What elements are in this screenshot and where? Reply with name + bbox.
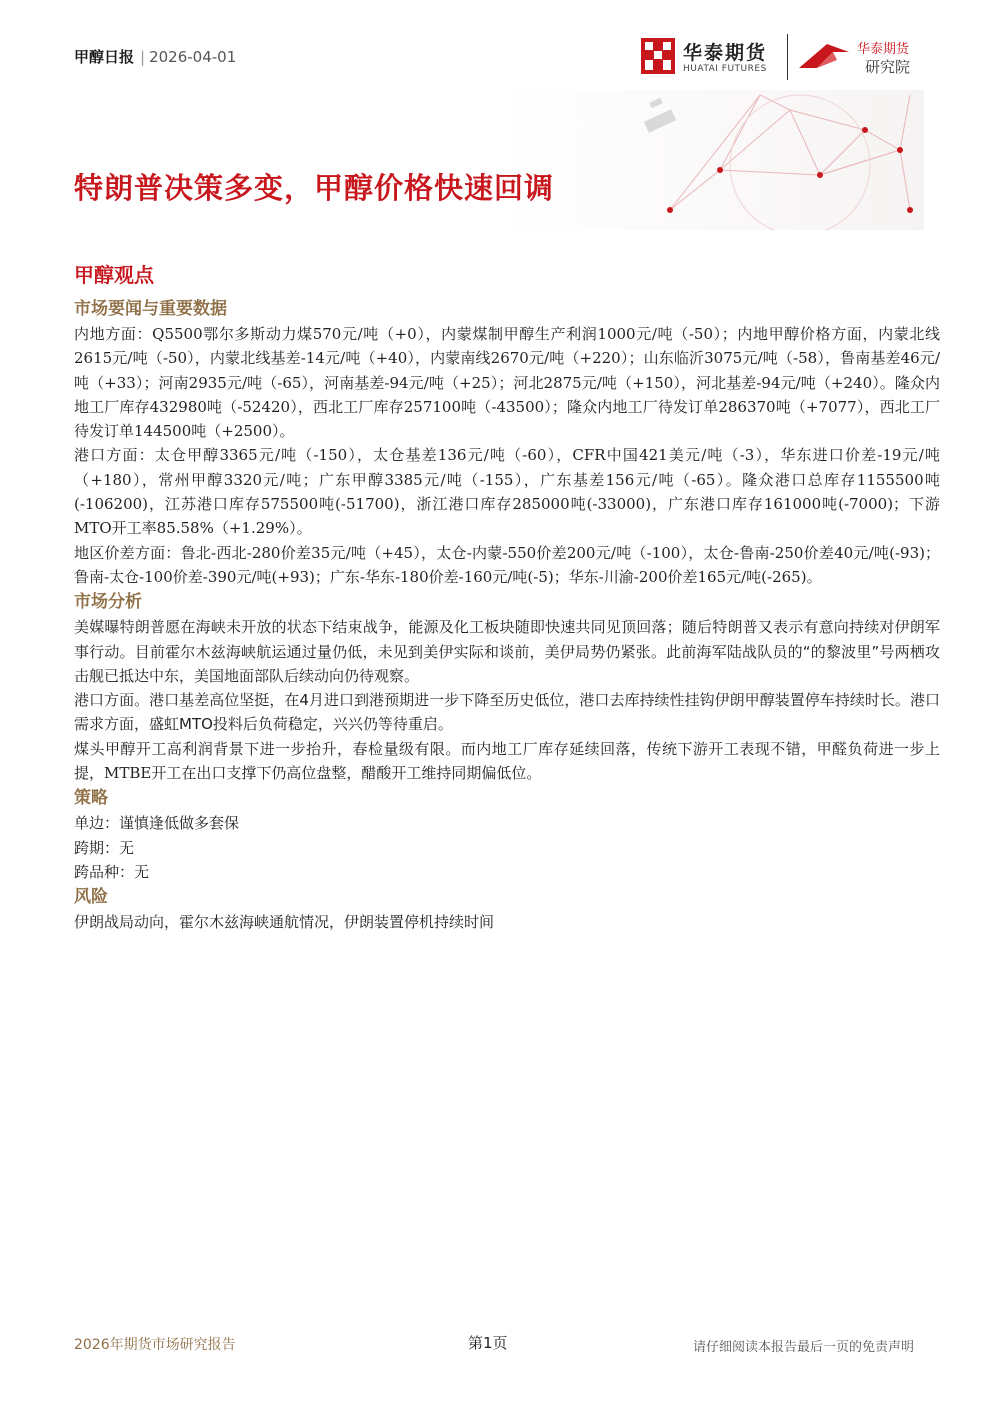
report-type: 甲醇日报 (74, 48, 135, 66)
section-heading-analysis: 市场分析 (74, 592, 142, 613)
report-header (74, 46, 236, 67)
company-name-en: HUATAI FUTURES (683, 64, 767, 74)
news-paragraph-spread: 地区价差方面：鲁北-西北-280价差35元/吨（+45），太仓-内蒙-550价差200元/吨（-100），太仓-鲁南-250价差40元/吨(-93)；鲁南-太仓-100价差-390元/吨(+93)；广东-华东-180价差-160元/吨(-5)；华东-川渝-200价差165元/吨(-265)。 (74, 543, 940, 586)
huatai-logo-icon (641, 38, 675, 74)
institute-name-line2: 研究院 (865, 58, 911, 76)
news-paragraph-port: 港口方面：太仓甲醇3365元/吨（-150），太仓基差136元/吨（-60），CFR中国421美元/吨（-3），华东进口价差-19元/吨（+180），常州甲醇3320元/吨；广东甲醇3385元/吨（-155），广东基差156元/吨（-65）。隆众港口总库存1155500吨(-106200)，江苏港口库存575500吨(-51700)，浙江港口库存285000吨(-33000)，广东港口库存161000吨(-7000)；下游MTO开工率85.58%（+1.29%）。 (74, 446, 940, 538)
institute-name-line1: 华泰期货 (857, 42, 910, 57)
header-separator: | (140, 48, 146, 66)
network-decoration-icon (640, 90, 930, 230)
company-name-cn: 华泰期货 (683, 42, 768, 64)
report-date: 2026-04-01 (149, 48, 237, 66)
report-title: 特朗普决策多变，甲醇价格快速回调 (74, 171, 555, 205)
logo-divider (787, 34, 788, 80)
footer-disclaimer-note: 请仔细阅读本报告最后一页的免责声明 (692, 1340, 914, 1355)
huatai-logo (641, 36, 781, 80)
page-number: 第1页 (468, 1334, 508, 1352)
analysis-paragraph-port: 港口方面。港口基差高位坚挺，在4月进口到港预期进一步下降至历史低位，港口去库持续性挂钩伊朗甲醇装置停车持续时长。港口需求方面，盛虹MTO投料后负荷稳定，兴兴仍等待重启。 (74, 691, 940, 734)
footer-report-name: 2026年期货市场研究报告 (74, 1337, 236, 1353)
report-content (74, 296, 940, 935)
strategy-single-side: 单边：谨慎逢低做多套保 (74, 814, 240, 833)
section-heading-strategy: 策略 (74, 788, 108, 809)
section-heading-risk: 风险 (74, 887, 108, 908)
strategy-calendar: 跨期：无 (74, 838, 135, 857)
section-heading-news: 市场要闻与重要数据 (74, 299, 227, 319)
risk-paragraph: 伊朗战局动向，霍尔木兹海峡通航情况，伊朗装置停机持续时间 (74, 913, 495, 932)
strategy-cross-product: 跨品种：无 (74, 862, 150, 881)
news-paragraph-inland: 内地方面：Q5500鄂尔多斯动力煤570元/吨（+0），内蒙煤制甲醇生产利润1000元/吨（-50）；内地甲醇价格方面，内蒙北线2615元/吨（-50），内蒙北线基差-14元/吨（+40），内蒙南线2670元/吨（+220）；山东临沂3075元/吨（-58），鲁南基差46元/吨（+33）；河南2935元/吨（-65），河南基差-94元/吨（+25）；河北2875元/吨（+150），河北基差-94元/吨（+240）。隆众内地工厂库存432980吨（-52420），西北工厂库存257100吨（-43500）；隆众内地工厂待发订单286370吨（+7077），西北工厂待发订单144500吨（+2500）。 (74, 325, 940, 441)
view-heading: 甲醇观点 (74, 263, 154, 287)
institute-bird-icon (797, 38, 851, 74)
institute-logo (797, 36, 927, 80)
analysis-paragraph-geopolitics: 美媒曝特朗普愿在海峡未开放的状态下结束战争，能源及化工板块随即快速共同见顶回落；随后特朗普又表示有意向持续对伊朗军事行动。目前霍尔木兹海峡航运通过量仍低，未见到美伊实际和谈前，美伊局势仍紧张。此前海军陆战队员的“的黎波里”号两栖攻击舰已抵达中东，美国地面部队后续动向仍待观察。 (74, 618, 940, 685)
analysis-paragraph-coal: 煤头甲醇开工高利润背景下进一步抬升，春检量级有限。而内地工厂库存延续回落，传统下游开工表现不错，甲醛负荷进一步上提，MTBE开工在出口支撑下仍高位盘整，醋酸开工维持同期偏低位。 (74, 739, 940, 783)
